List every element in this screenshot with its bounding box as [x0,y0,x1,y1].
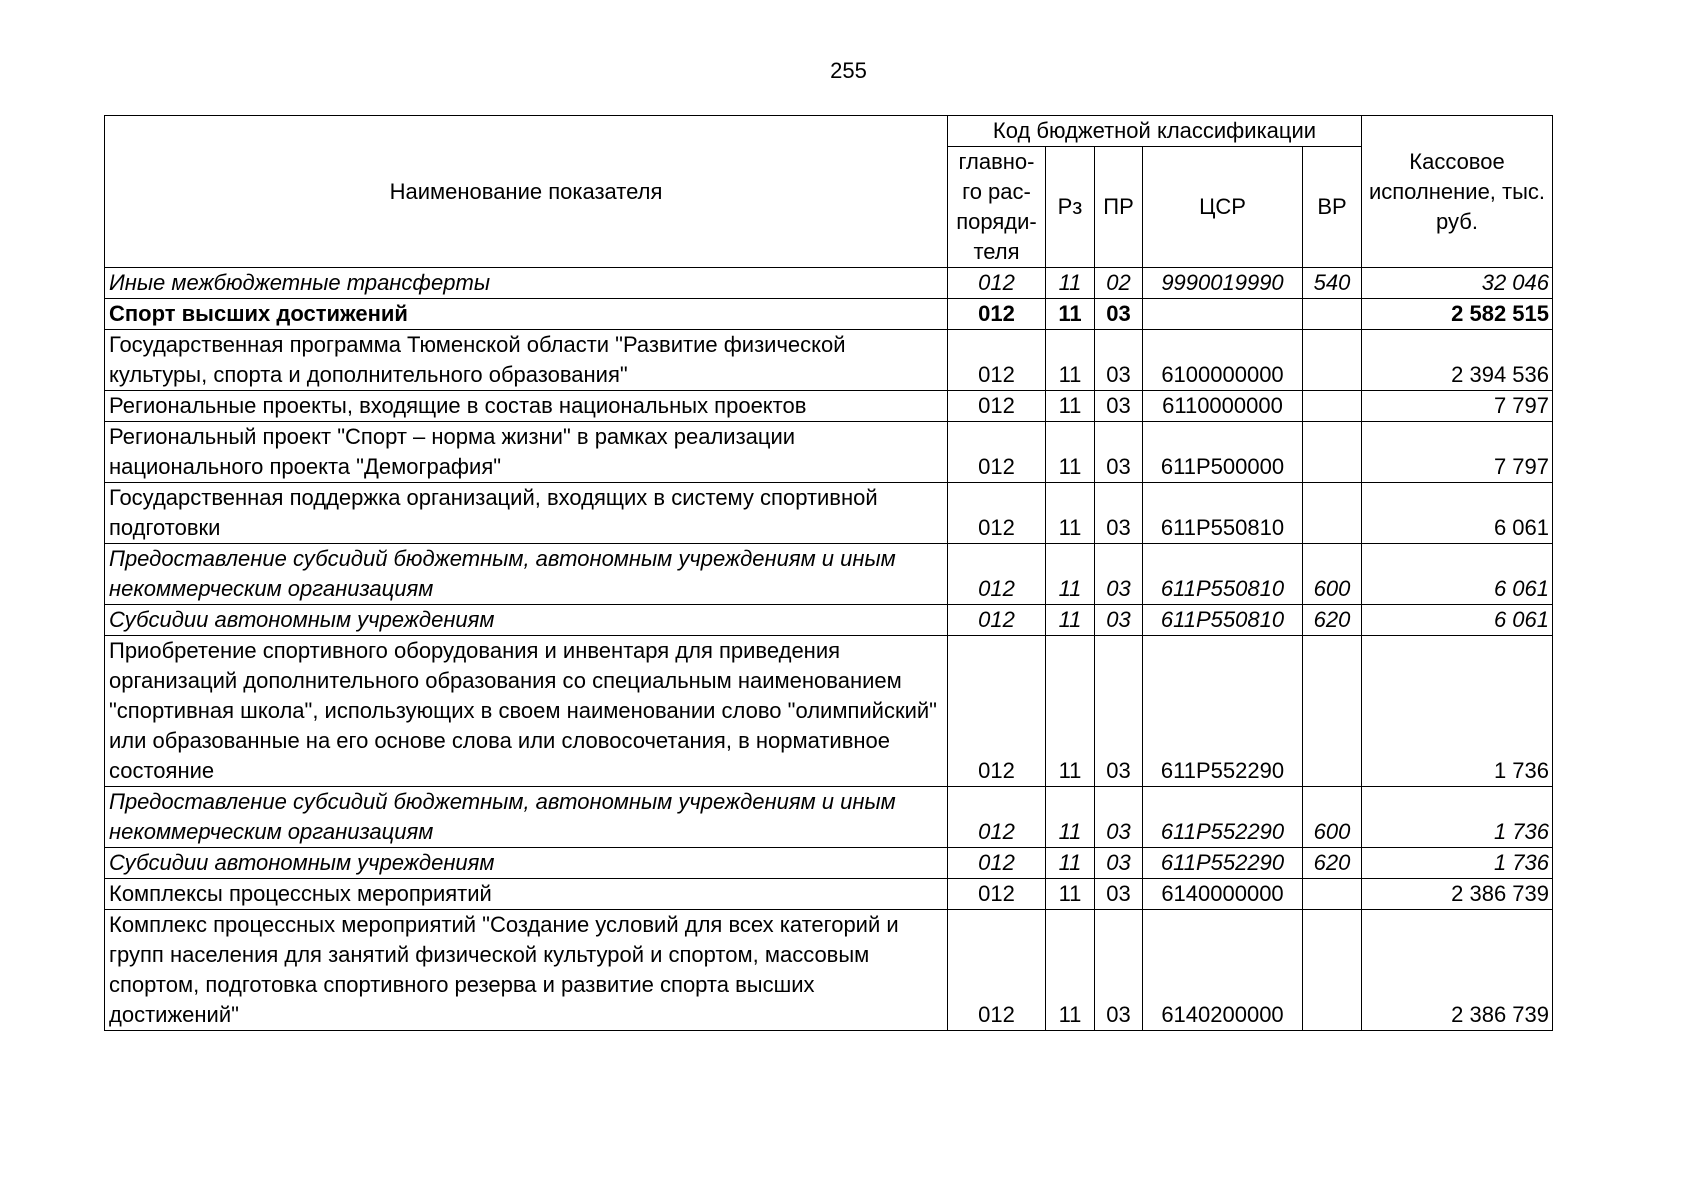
cell-rz: 11 [1046,910,1095,1031]
cell-name: Субсидии автономным учреждениям [105,848,948,879]
cell-name: Предоставление субсидий бюджетным, автономным учреждениям и иным некоммерческим организациям [105,787,948,848]
cell-rz: 11 [1046,787,1095,848]
cell-main-manager: 012 [948,879,1046,910]
column-header-amount: Кассовое исполнение, тыс. руб. [1362,116,1553,268]
cell-pr: 03 [1095,544,1143,605]
cell-name: Комплекс процессных мероприятий "Создание условий для всех категорий и групп населения для занятий физической культурой и спортом, массовым спортом, подготовка спортивного резерва и развитие спорта высших достижений" [105,910,948,1031]
cell-csr: 611P550810 [1143,483,1303,544]
cell-csr: 611P552290 [1143,787,1303,848]
cell-pr: 03 [1095,391,1143,422]
column-header-rz: Рз [1046,147,1095,268]
cell-name: Государственная поддержка организаций, входящих в систему спортивной подготовки [105,483,948,544]
cell-csr: 6110000000 [1143,391,1303,422]
cell-csr: 611P552290 [1143,848,1303,879]
budget-table [104,115,1553,1031]
cell-csr [1143,299,1303,330]
cell-main-manager: 012 [948,268,1046,299]
cell-rz: 11 [1046,544,1095,605]
cell-amount: 7 797 [1362,422,1553,483]
column-header-name: Наименование показателя [105,116,948,268]
cell-rz: 11 [1046,848,1095,879]
cell-main-manager: 012 [948,910,1046,1031]
cell-csr: 6140200000 [1143,910,1303,1031]
cell-amount: 2 582 515 [1362,299,1553,330]
cell-amount: 6 061 [1362,605,1553,636]
cell-rz: 11 [1046,636,1095,787]
table-row [105,910,1553,1031]
cell-amount: 1 736 [1362,787,1553,848]
cell-vr: 600 [1303,787,1362,848]
cell-rz: 11 [1046,422,1095,483]
cell-name: Субсидии автономным учреждениям [105,605,948,636]
cell-vr [1303,330,1362,391]
cell-vr [1303,636,1362,787]
cell-name: Региональный проект "Спорт – норма жизни" в рамках реализации национального проекта "Демография" [105,422,948,483]
cell-name: Предоставление субсидий бюджетным, автономным учреждениям и иным некоммерческим организациям [105,544,948,605]
cell-vr [1303,879,1362,910]
cell-main-manager: 012 [948,483,1046,544]
cell-main-manager: 012 [948,330,1046,391]
table-row [105,299,1553,330]
cell-amount: 1 736 [1362,636,1553,787]
table-body [105,268,1553,1031]
cell-name: Иные межбюджетные трансферты [105,268,948,299]
cell-main-manager: 012 [948,848,1046,879]
cell-vr [1303,422,1362,483]
cell-pr: 03 [1095,787,1143,848]
column-header-csr: ЦСР [1143,147,1303,268]
cell-csr: 6140000000 [1143,879,1303,910]
table-row [105,483,1553,544]
table-row [105,330,1553,391]
table-row [105,422,1553,483]
cell-main-manager: 012 [948,391,1046,422]
cell-name: Государственная программа Тюменской области "Развитие физической культуры, спорта и дополнительного образования" [105,330,948,391]
column-header-main-manager: главно-го рас-поряди-теля [948,147,1046,268]
cell-name: Приобретение спортивного оборудования и инвентаря для приведения организаций дополнительного образования со специальным наименованием "спортивная школа", использующих в своем наименовании слово "олимпийский" или образованные на его основе слова или словосочетания, в нормативное состояние [105,636,948,787]
cell-pr: 03 [1095,330,1143,391]
cell-pr: 03 [1095,483,1143,544]
cell-csr: 611P500000 [1143,422,1303,483]
table-row [105,544,1553,605]
table-row [105,268,1553,299]
cell-csr: 9990019990 [1143,268,1303,299]
cell-name: Региональные проекты, входящие в состав национальных проектов [105,391,948,422]
cell-rz: 11 [1046,879,1095,910]
table-row [105,879,1553,910]
cell-pr: 03 [1095,605,1143,636]
cell-amount: 6 061 [1362,544,1553,605]
cell-csr: 611P552290 [1143,636,1303,787]
cell-amount: 2 386 739 [1362,910,1553,1031]
cell-vr [1303,299,1362,330]
table-row [105,636,1553,787]
cell-pr: 03 [1095,422,1143,483]
cell-rz: 11 [1046,391,1095,422]
cell-amount: 2 394 536 [1362,330,1553,391]
page-number: 255 [830,58,867,83]
cell-amount: 32 046 [1362,268,1553,299]
cell-rz: 11 [1046,299,1095,330]
cell-amount: 6 061 [1362,483,1553,544]
column-header-code-group: Код бюджетной классификации [948,116,1362,147]
cell-rz: 11 [1046,330,1095,391]
cell-name: Спорт высших достижений [105,299,948,330]
cell-main-manager: 012 [948,544,1046,605]
cell-main-manager: 012 [948,636,1046,787]
cell-main-manager: 012 [948,299,1046,330]
table-row [105,605,1553,636]
cell-amount: 7 797 [1362,391,1553,422]
cell-pr: 03 [1095,636,1143,787]
cell-vr: 600 [1303,544,1362,605]
cell-csr: 611P550810 [1143,544,1303,605]
cell-name: Комплексы процессных мероприятий [105,879,948,910]
cell-csr: 611P550810 [1143,605,1303,636]
cell-pr: 02 [1095,268,1143,299]
cell-main-manager: 012 [948,787,1046,848]
cell-vr: 620 [1303,605,1362,636]
cell-pr: 03 [1095,879,1143,910]
cell-rz: 11 [1046,268,1095,299]
cell-pr: 03 [1095,848,1143,879]
cell-vr [1303,483,1362,544]
column-header-pr: ПР [1095,147,1143,268]
cell-amount: 2 386 739 [1362,879,1553,910]
cell-main-manager: 012 [948,605,1046,636]
cell-rz: 11 [1046,483,1095,544]
cell-csr: 6100000000 [1143,330,1303,391]
column-header-vr: ВР [1303,147,1362,268]
cell-amount: 1 736 [1362,848,1553,879]
table-row [105,787,1553,848]
cell-vr [1303,391,1362,422]
table-row [105,848,1553,879]
cell-vr: 620 [1303,848,1362,879]
cell-pr: 03 [1095,299,1143,330]
cell-vr [1303,910,1362,1031]
table-row [105,391,1553,422]
cell-main-manager: 012 [948,422,1046,483]
cell-pr: 03 [1095,910,1143,1031]
cell-rz: 11 [1046,605,1095,636]
cell-vr: 540 [1303,268,1362,299]
